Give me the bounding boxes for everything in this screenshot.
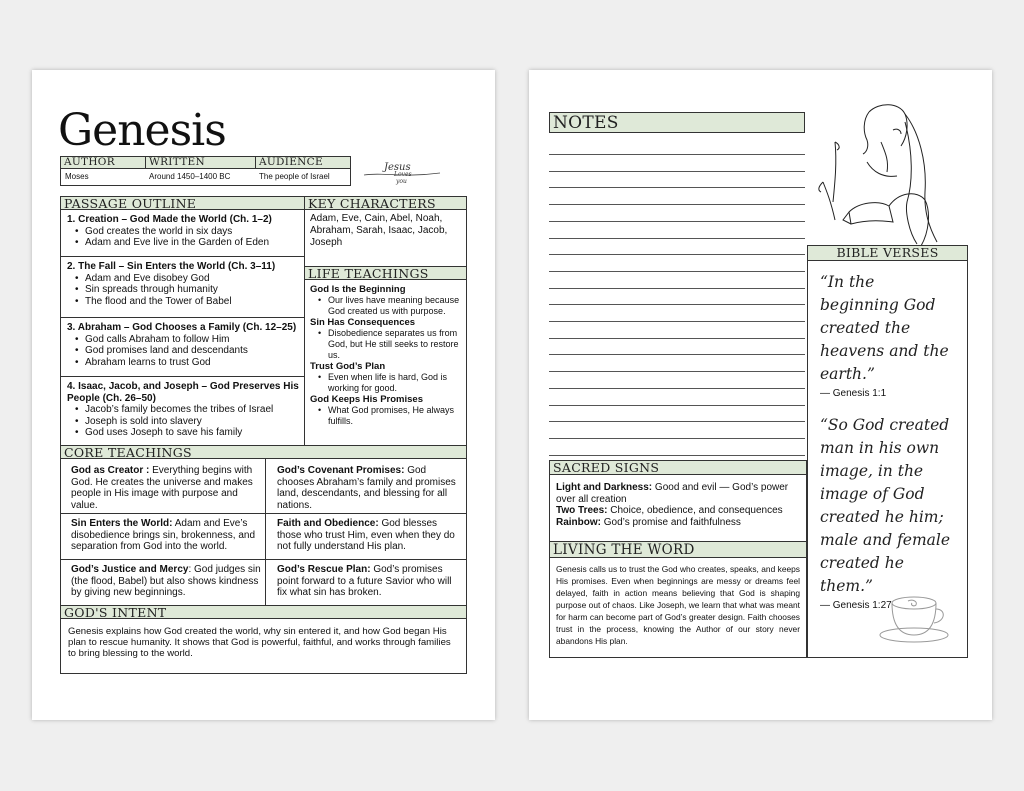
list-item: • Abraham learns to trust God bbox=[67, 357, 304, 369]
audience-value: The people of Israel bbox=[259, 172, 330, 181]
key-characters-header: KEY CHARACTERS bbox=[304, 196, 467, 210]
note-line bbox=[549, 371, 805, 372]
note-line bbox=[549, 405, 805, 406]
core-teachings-header: CORE TEACHINGS bbox=[60, 445, 467, 459]
list-item: • Adam and Eve live in the Garden of Eden bbox=[67, 237, 304, 249]
note-line bbox=[549, 238, 805, 239]
life-teachings-box bbox=[304, 279, 467, 446]
notes-header: NOTES bbox=[549, 112, 805, 133]
bible-verses-box bbox=[807, 260, 968, 658]
author-value: Moses bbox=[65, 172, 89, 181]
note-line bbox=[549, 221, 805, 222]
swash-icon bbox=[362, 170, 442, 180]
sacred-sign-item: Rainbow: God’s promise and faithfulness bbox=[556, 516, 741, 528]
note-line bbox=[549, 154, 805, 155]
list-item: • The flood and the Tower of Babel bbox=[67, 296, 304, 308]
list-item: • God promises land and descendants bbox=[67, 345, 304, 357]
left-page bbox=[32, 70, 495, 720]
passage-section-title: 3. Abraham – God Chooses a Family (Ch. 12–25) bbox=[67, 322, 297, 333]
sacred-sign-item: Two Trees: Choice, obedience, and consequences bbox=[556, 505, 783, 516]
right-page bbox=[529, 70, 992, 720]
note-line bbox=[549, 304, 805, 305]
core-teaching-cell: Faith and Obedience: God blesses those who trust Him, even when they do not fully understand His plan. bbox=[265, 513, 467, 560]
life-teachings-header: LIFE TEACHINGS bbox=[304, 266, 467, 280]
core-teaching-cell: Sin Enters the World: Adam and Eve’s disobedience brings sin, brokenness, and separation from God into the world. bbox=[60, 513, 266, 560]
note-line bbox=[549, 421, 805, 422]
living-the-word-box bbox=[549, 557, 807, 658]
note-line bbox=[549, 388, 805, 389]
note-line bbox=[549, 254, 805, 255]
note-line bbox=[549, 187, 805, 188]
list-item: • Adam and Eve disobey God bbox=[67, 273, 304, 285]
list-item: • God calls Abraham to follow Him bbox=[67, 334, 304, 346]
key-characters-text: Adam, Eve, Cain, Abel, Noah, Abraham, Sarah, Isaac, Jacob, Joseph bbox=[310, 213, 448, 248]
gods-intent-text: Genesis explains how God created the world, why sin entered it, and how God began His plan to rescue humanity. It shows that God is powerful, faithful, and works through families to bring blessing to the world. bbox=[68, 626, 451, 659]
passage-outline-header: PASSAGE OUTLINE bbox=[60, 196, 305, 210]
woman-reading-illustration bbox=[809, 102, 969, 247]
passage-section-4 bbox=[60, 376, 305, 446]
life-teaching-title: Sin Has Consequences bbox=[310, 317, 416, 328]
sacred-sign-item: Light and Darkness: Good and evil — God’s power over all creation bbox=[556, 482, 789, 505]
passage-section-3 bbox=[60, 317, 305, 377]
list-item: • Even when life is hard, God is working for good. bbox=[310, 372, 463, 394]
life-teaching-title: Trust God’s Plan bbox=[310, 361, 386, 372]
note-line bbox=[549, 271, 805, 272]
list-item: • Jacob’s family becomes the tribes of Israel bbox=[67, 404, 300, 416]
verse-reference: — Genesis 1:1 bbox=[820, 388, 887, 399]
verse-reference: — Genesis 1:27 bbox=[820, 600, 892, 611]
living-the-word-text: Genesis calls us to trust the God who creates, speaks, and keeps His promises. Even when beginnings are messy or dreams feel delayed, faith in action means believing that God is shaping purpose out of chaos. Like Joseph, we learn that what was meant for harm can become part of God’s greater design. Faith chooses trust in the process, knowing the Author of our story never abandons His plan. bbox=[556, 564, 800, 646]
written-header: WRITTEN bbox=[145, 156, 256, 169]
list-item: • God creates the world in six days bbox=[67, 226, 304, 238]
list-item: • Sin spreads through humanity bbox=[67, 284, 304, 296]
list-item: • Our lives have meaning because God created us with purpose. bbox=[310, 295, 463, 317]
info-values-row bbox=[60, 168, 351, 186]
coffee-cup-icon bbox=[878, 589, 958, 645]
gods-intent-header: GOD'S INTENT bbox=[60, 605, 467, 619]
passage-section-title: 2. The Fall – Sin Enters the World (Ch. 3–11) bbox=[67, 261, 276, 272]
passage-section-title: 1. Creation – God Made the World (Ch. 1–2) bbox=[67, 214, 272, 225]
sacred-signs-box bbox=[549, 474, 807, 542]
living-the-word-header: LIVING THE WORD bbox=[549, 541, 807, 558]
note-line bbox=[549, 438, 805, 439]
note-line bbox=[549, 288, 805, 289]
list-item: • What God promises, He always fulfills. bbox=[310, 405, 463, 427]
page-title: Genesis bbox=[58, 105, 226, 156]
core-teaching-cell: God’s Covenant Promises: God chooses Abraham’s family and promises land, descendants, and blessing for all nations. bbox=[265, 458, 467, 514]
list-item: • Joseph is sold into slavery bbox=[67, 416, 300, 428]
jesus-loves-you-stamp: Jesus Loves you bbox=[362, 162, 442, 192]
bible-verses-header: BIBLE VERSES bbox=[807, 245, 968, 261]
core-teaching-cell: God as Creator : Everything begins with God. He creates the universe and makes people in His image with purpose and value. bbox=[60, 458, 266, 514]
life-teaching-title: God Keeps His Promises bbox=[310, 394, 423, 405]
passage-section-1 bbox=[60, 209, 305, 257]
key-characters-box bbox=[304, 209, 467, 267]
audience-header: AUDIENCE bbox=[255, 156, 351, 169]
note-line bbox=[549, 321, 805, 322]
author-header: AUTHOR bbox=[60, 156, 146, 169]
passage-section-2 bbox=[60, 256, 305, 318]
note-line bbox=[549, 171, 805, 172]
list-item: • God uses Joseph to save his family bbox=[67, 427, 300, 439]
core-teaching-cell: God’s Rescue Plan: God’s promises point forward to a future Savior who will fix what sin has broken. bbox=[265, 559, 467, 606]
sacred-signs-header: SACRED SIGNS bbox=[549, 460, 807, 475]
verse-text: “In the beginning God created the heavens and the earth.” bbox=[820, 273, 949, 383]
passage-section-title: 4. Isaac, Jacob, and Joseph – God Preserves His People (Ch. 26–50) bbox=[67, 381, 299, 404]
verse-text: “So God created man in his own image, in the image of God created he him; male and female created he them.” bbox=[820, 416, 951, 595]
gods-intent-box bbox=[60, 618, 467, 674]
note-line bbox=[549, 354, 805, 355]
note-line bbox=[549, 455, 805, 456]
written-value: Around 1450–1400 BC bbox=[149, 172, 231, 181]
core-teaching-cell: God’s Justice and Mercy: God judges sin (the flood, Babel) but also shows kindness by giving new beginnings. bbox=[60, 559, 266, 606]
life-teaching-title: God Is the Beginning bbox=[310, 284, 406, 295]
note-line bbox=[549, 204, 805, 205]
note-line bbox=[549, 338, 805, 339]
list-item: • Disobedience separates us from God, but He still seeks to restore us. bbox=[310, 328, 463, 361]
